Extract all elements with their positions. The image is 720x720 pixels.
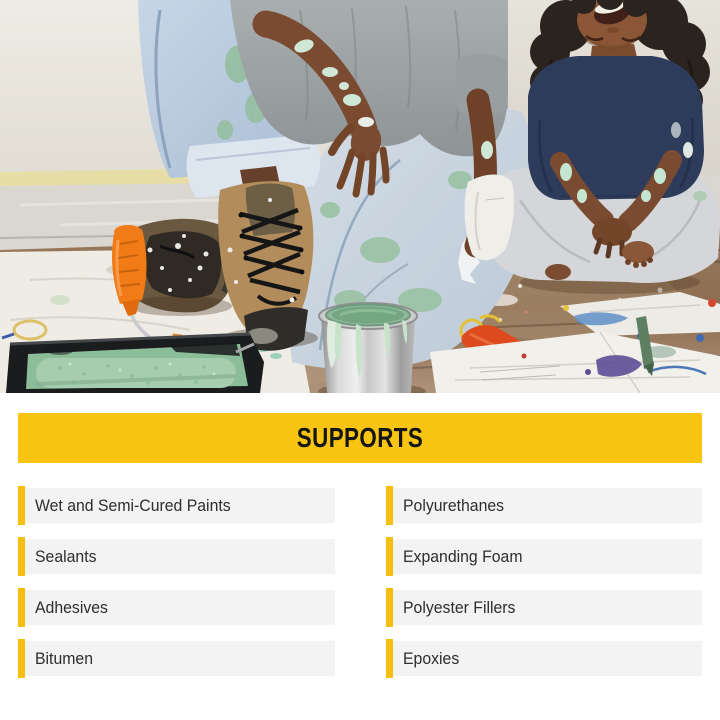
item-accent-bar: [18, 537, 25, 576]
support-item: [18, 641, 335, 676]
supports-heading: SUPPORTS: [296, 422, 424, 453]
item-accent-bar: [18, 639, 25, 678]
supports-column-right: [386, 488, 703, 676]
item-accent-bar: [386, 486, 393, 525]
support-item-label: Epoxies: [402, 648, 459, 668]
item-accent-bar: [18, 486, 25, 525]
item-accent-bar: [386, 588, 393, 627]
support-item-label: Wet and Semi-Cured Paints: [35, 495, 231, 515]
support-item-label: Adhesives: [35, 597, 108, 617]
item-accent-bar: [386, 537, 393, 576]
paint-can: [318, 303, 426, 393]
support-item: [386, 539, 703, 574]
supports-banner: [18, 413, 702, 463]
support-item: [386, 590, 703, 625]
support-item-label: Polyurethanes: [402, 495, 504, 515]
roller-tray: [6, 333, 264, 393]
support-item-label: Bitumen: [35, 648, 94, 668]
support-item: [18, 539, 335, 574]
support-item-label: Expanding Foam: [402, 546, 523, 566]
item-accent-bar: [386, 639, 393, 678]
support-item: [18, 590, 335, 625]
support-item-label: Polyester Fillers: [402, 597, 515, 617]
support-item-label: Sealants: [35, 546, 97, 566]
supports-list: [18, 488, 702, 676]
supports-column-left: [18, 488, 335, 676]
support-item: [386, 641, 703, 676]
support-item: [18, 488, 335, 523]
item-accent-bar: [18, 588, 25, 627]
support-item: [386, 488, 703, 523]
